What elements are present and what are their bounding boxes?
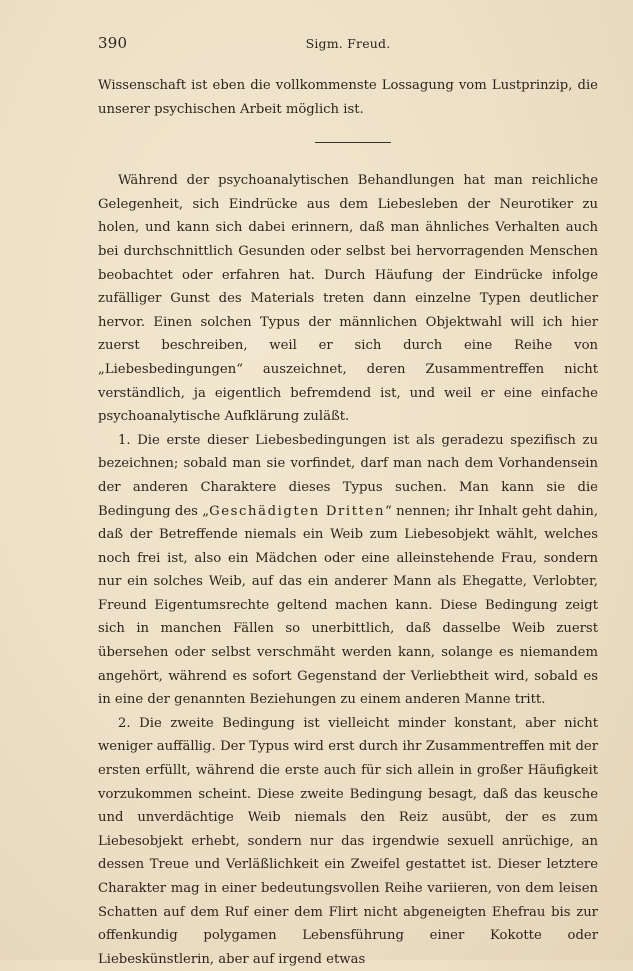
- paragraph-condition-two: 2. Die zweite Bedingung ist vielleicht minder konstant, aber nicht weniger auffällig. Der Typus wird erst durch ihr Zusammentreffen mit der ersten erfüllt, während die erste auch für sich allein in großer Häufigkeit vorzukommen scheint. Diese zweite Bedingung besagt, daß das keusche und unverdächtige Weib niemals den Reiz ausübt, der es zum Liebesobjekt erhebt, sondern nur das irgendwie sexuell anrüchige, an dessen Treue und Verläßlichkeit ein Zweifel gestattet ist. Dieser letztere Charakter mag in einer bedeutungsvollen Reihe variieren, von dem leisen Schatten auf dem Ruf einer dem Flirt nicht abgeneigten Ehefrau bis zur offenkundig polygamen Lebensführung einer Kokotte oder Liebeskünstlerin, aber auf irgend etwas: [98, 715, 598, 967]
- running-title: Sigm. Freud.: [305, 36, 391, 51]
- condition-one-text-start: 1. Die erste dieser Liebesbedingungen ist als geradezu spezifisch zu bezeichnen; sobald man sie vorfindet, darf man nach dem Vorhandensein der anderen Charaktere dieses Typus suchen. Man kann sie die Bedingung des „: [98, 432, 598, 519]
- spaced-emphasis: Geschädigten Dritten: [209, 503, 386, 519]
- condition-one-text-end: “ nennen; ihr Inhalt geht dahin, daß der Betreffende niemals ein Weib zum Liebesobjekt wählt, welches noch frei ist, also ein Mädchen oder eine alleinstehende Frau, sondern nur ein solches Weib, auf das ein anderer Mann als Ehegatte, Verlobter, Freund Eigentumsrechte geltend machen kann. Diese Bedingung zeigt sich in manchen Fällen so unerbittlich, daß dasselbe Weib zuerst übersehen oder selbst verschmäht werden kann, solange es niemandem angehört, während es sofort Gegenstand der Verliebtheit wird, sobald es in eine der genannten Beziehungen zu einem anderen Manne tritt.: [98, 503, 599, 708]
- running-head: [98, 30, 598, 56]
- paragraph-intro: Während der psychoanalytischen Behandlungen hat man reichliche Gelegenheit, sich Eindrücke aus dem Liebesleben der Neurotiker zu holen, und kann sich dabei erinnern, daß man ähnliches Verhalten auch bei durchschnittlich Gesunden oder selbst bei hervorragenden Menschen beobachtet oder erfahren hat. Durch Häufung der Eindrücke infolge zufälliger Gunst des Materials treten dann einzelne Typen deutlicher hervor. Einen solchen Typus der männlichen Objektwahl will ich hier zuerst beschreiben, weil er sich durch eine Reihe von „Liebesbedingungen“ auszeichnet, deren Zusammentreffen nicht verständlich, ja eigentlich befremdend ist, und weil er eine einfache psychoanalytische Aufklärung zuläßt.: [98, 173, 598, 425]
- body-text: [98, 74, 598, 971]
- book-page: [98, 30, 598, 971]
- paragraph-continuation: Wissenschaft ist eben die vollkommenste Lossagung vom Lustprinzip, die unserer psychischen Arbeit möglich ist.: [98, 78, 598, 117]
- paragraph-condition-one: [98, 429, 598, 712]
- page-number: 390: [98, 34, 128, 52]
- section-divider: [315, 142, 391, 143]
